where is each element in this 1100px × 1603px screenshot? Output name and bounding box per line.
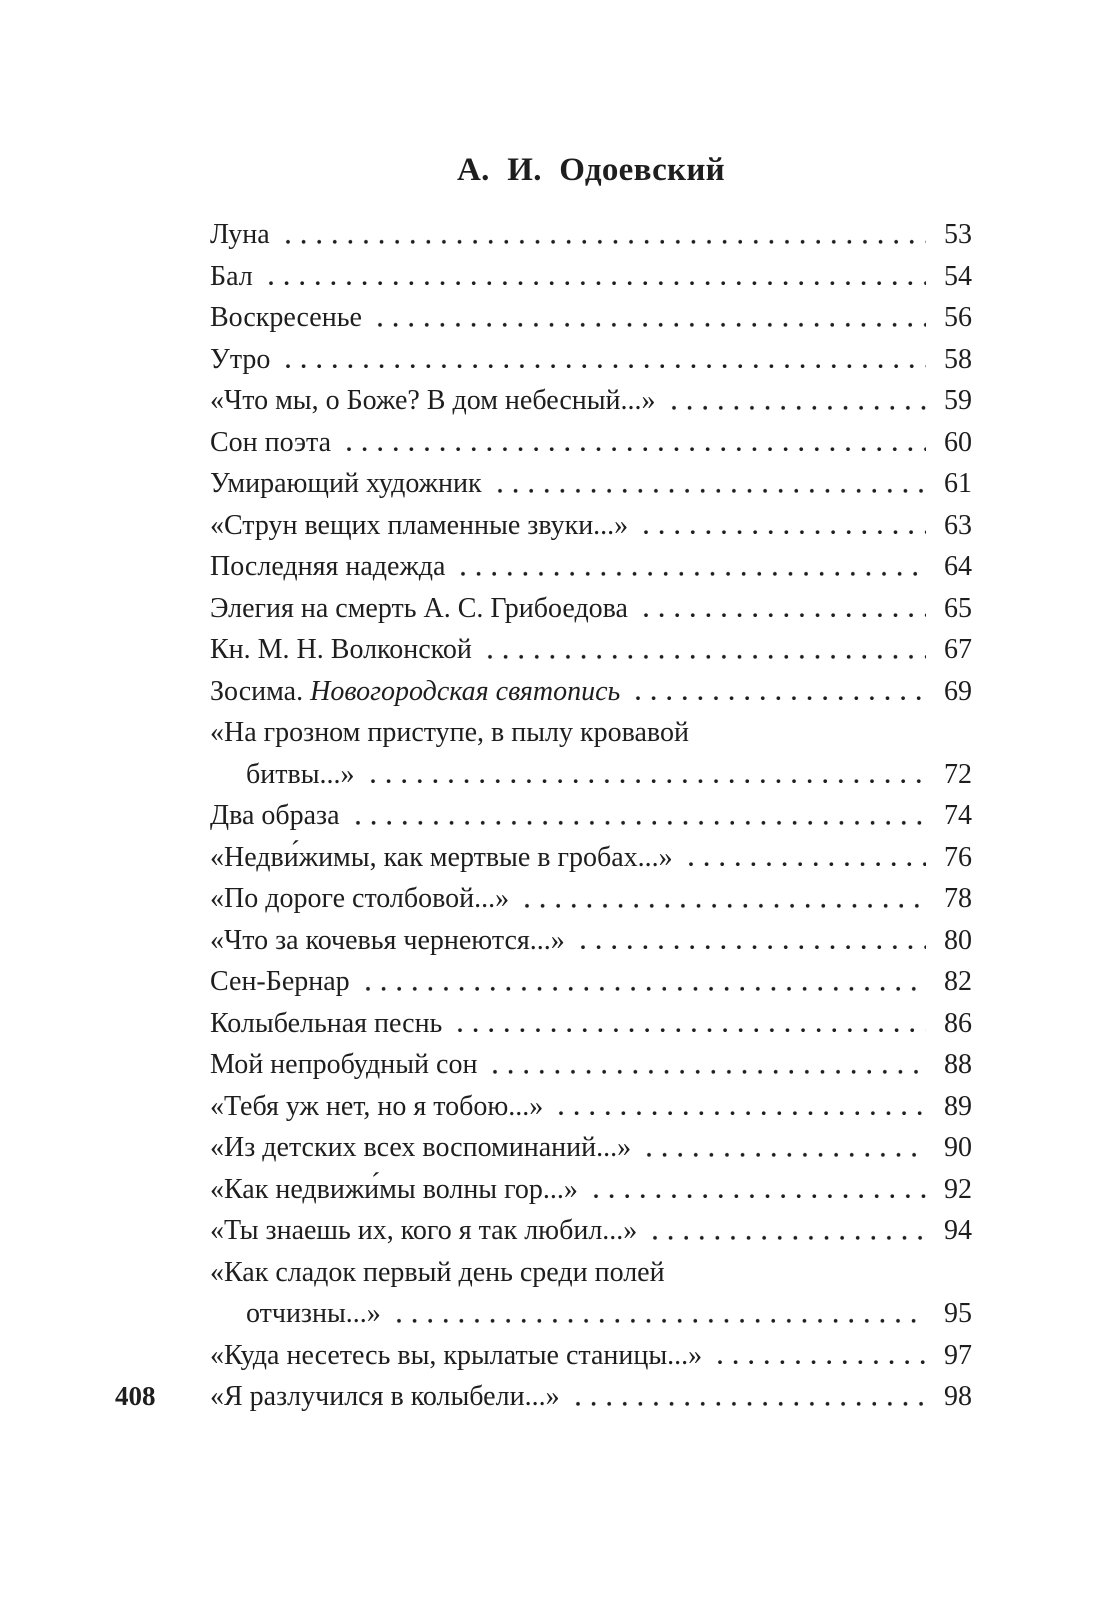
dot-leader <box>683 837 926 879</box>
toc-entry-title: Воскресенье <box>210 302 362 333</box>
dot-leader <box>372 297 926 339</box>
toc-entry-title: «Как сладок первый день среди полей <box>210 1256 665 1288</box>
toc-row <box>210 1210 972 1252</box>
toc-entry-title: битвы...» <box>246 758 355 790</box>
toc-row <box>210 754 972 796</box>
toc-row <box>210 422 972 464</box>
dot-leader <box>712 1335 926 1377</box>
toc-entry-title: Бал <box>210 260 253 292</box>
toc-row <box>210 339 972 381</box>
dot-leader <box>666 380 926 422</box>
dot-leader <box>391 1293 926 1335</box>
dot-leader <box>630 671 926 713</box>
toc-entry-title: Умирающий художник <box>210 468 482 499</box>
toc-entry-page: 67 <box>944 634 972 665</box>
dot-leader <box>365 754 927 796</box>
toc-entry-page: 82 <box>944 966 972 997</box>
dot-leader <box>638 588 926 630</box>
toc-entry-title: «Куда несетесь вы, крылатые станицы...» <box>210 1339 703 1371</box>
toc-row <box>210 795 972 837</box>
toc-row <box>210 837 972 879</box>
dot-leader <box>487 1044 926 1086</box>
toc-entry-title: «Я разлучился в колыбели...» <box>210 1381 560 1412</box>
toc-entry-page: 80 <box>944 924 972 956</box>
toc-entry-title: «Что мы, о Боже? В дом небесный...» <box>210 385 656 416</box>
toc-entry-page: 60 <box>944 426 972 458</box>
toc-row <box>210 505 972 547</box>
toc-entry-title: Мой непробудный сон <box>210 1049 478 1080</box>
dot-leader <box>492 463 926 505</box>
toc-row <box>210 1252 972 1294</box>
toc-entry-page: 92 <box>944 1173 972 1205</box>
toc-row <box>210 629 972 671</box>
dot-leader <box>280 214 926 256</box>
toc-entry-title: отчизны...» <box>246 1298 381 1329</box>
toc-entry-page: 90 <box>944 1132 972 1163</box>
toc-entry-title: Сен-Бернар <box>210 966 350 997</box>
dot-leader <box>570 1376 926 1418</box>
dot-leader <box>263 256 926 298</box>
dot-leader <box>360 961 926 1003</box>
dot-leader <box>519 878 926 920</box>
toc-row <box>210 712 972 754</box>
toc-entry-title-italic: Новогородская святопись <box>310 675 621 707</box>
dot-leader <box>350 795 926 837</box>
toc-entry-title: Два образа <box>210 800 340 831</box>
toc-entry-page: 54 <box>944 260 972 292</box>
toc-row <box>210 671 972 713</box>
toc-entry-page: 76 <box>944 841 972 873</box>
toc-entry-page: 63 <box>944 509 972 541</box>
toc-row <box>210 1293 972 1335</box>
toc-entry-page: 69 <box>944 675 972 707</box>
toc-row <box>210 961 972 1003</box>
toc-row <box>210 588 972 630</box>
dot-leader <box>588 1169 926 1211</box>
toc-entry-page: 58 <box>944 343 972 375</box>
toc-entry-title: Сон поэта <box>210 426 332 458</box>
toc-entry-page: 89 <box>944 1090 972 1122</box>
section-heading: А. И. Одоевский <box>457 152 725 188</box>
toc-row <box>210 1127 972 1169</box>
toc-entry-title: Утро <box>210 343 271 375</box>
toc-entry-page: 61 <box>944 468 972 499</box>
dot-leader <box>452 1003 926 1045</box>
toc-row <box>210 1003 972 1045</box>
toc-entry-page: 94 <box>944 1215 972 1246</box>
toc-entry-title: «Что за кочевья чернеются...» <box>210 924 565 956</box>
toc-entry-page: 86 <box>944 1007 972 1039</box>
toc-row <box>210 920 972 962</box>
toc-entry-title: «На грозном приступе, в пылу кровавой <box>210 717 689 748</box>
toc-entry-page: 88 <box>944 1049 972 1080</box>
toc-row <box>210 546 972 588</box>
toc-row <box>210 256 972 298</box>
toc-entry-page: 95 <box>944 1298 972 1329</box>
toc-row <box>210 463 972 505</box>
page-folio: 408 <box>115 1381 156 1411</box>
toc-entry-title: Зосима. Новогородская святопись <box>210 675 621 707</box>
toc-entry-page: 56 <box>944 302 972 333</box>
toc-entry-page: 97 <box>944 1339 972 1371</box>
toc-entry-title: «Как недвижи́мы волны гор...» <box>210 1173 578 1205</box>
table-of-contents <box>210 214 972 1418</box>
toc-row <box>210 214 972 256</box>
toc-entry-title: Колыбельная песнь <box>210 1007 443 1039</box>
dot-leader <box>641 1127 926 1169</box>
toc-row <box>210 1169 972 1211</box>
toc-entry-page: 74 <box>944 800 972 831</box>
toc-entry-title: «Тебя уж нет, но я тобою...» <box>210 1090 544 1122</box>
toc-row <box>210 380 972 422</box>
toc-entry-title: Кн. М. Н. Волконской <box>210 634 472 665</box>
toc-entry-title: Элегия на смерть А. С. Грибоедова <box>210 592 628 624</box>
toc-entry-title: «Струн вещих пламенные звуки...» <box>210 509 629 541</box>
toc-entry-title: «Ты знаешь их, кого я так любил...» <box>210 1215 638 1246</box>
toc-entry-title: «По дороге столбовой...» <box>210 883 510 914</box>
dot-leader <box>647 1210 926 1252</box>
toc-row <box>210 1086 972 1128</box>
toc-entry-page: 98 <box>944 1381 972 1412</box>
toc-entry-page: 59 <box>944 385 972 416</box>
toc-row <box>210 1376 972 1418</box>
dot-leader <box>638 505 926 547</box>
toc-row <box>210 297 972 339</box>
dot-leader <box>455 546 926 588</box>
toc-entry-page: 72 <box>944 758 972 790</box>
toc-entry-page: 65 <box>944 592 972 624</box>
toc-entry-page: 53 <box>944 219 972 250</box>
toc-row <box>210 1335 972 1377</box>
dot-leader <box>341 422 926 464</box>
toc-entry-page: 64 <box>944 551 972 582</box>
dot-leader <box>553 1086 926 1128</box>
dot-leader <box>482 629 926 671</box>
toc-entry-title: Последняя надежда <box>210 551 446 582</box>
toc-entry-title: «Из детских всех воспоминаний...» <box>210 1132 632 1163</box>
toc-row <box>210 1044 972 1086</box>
dot-leader <box>575 920 926 962</box>
toc-entry-page: 78 <box>944 883 972 914</box>
dot-leader <box>280 339 926 381</box>
toc-entry-title: «Недви́жимы, как мертвые в гробах...» <box>210 841 673 873</box>
toc-entry-title: Луна <box>210 219 270 250</box>
toc-row <box>210 878 972 920</box>
